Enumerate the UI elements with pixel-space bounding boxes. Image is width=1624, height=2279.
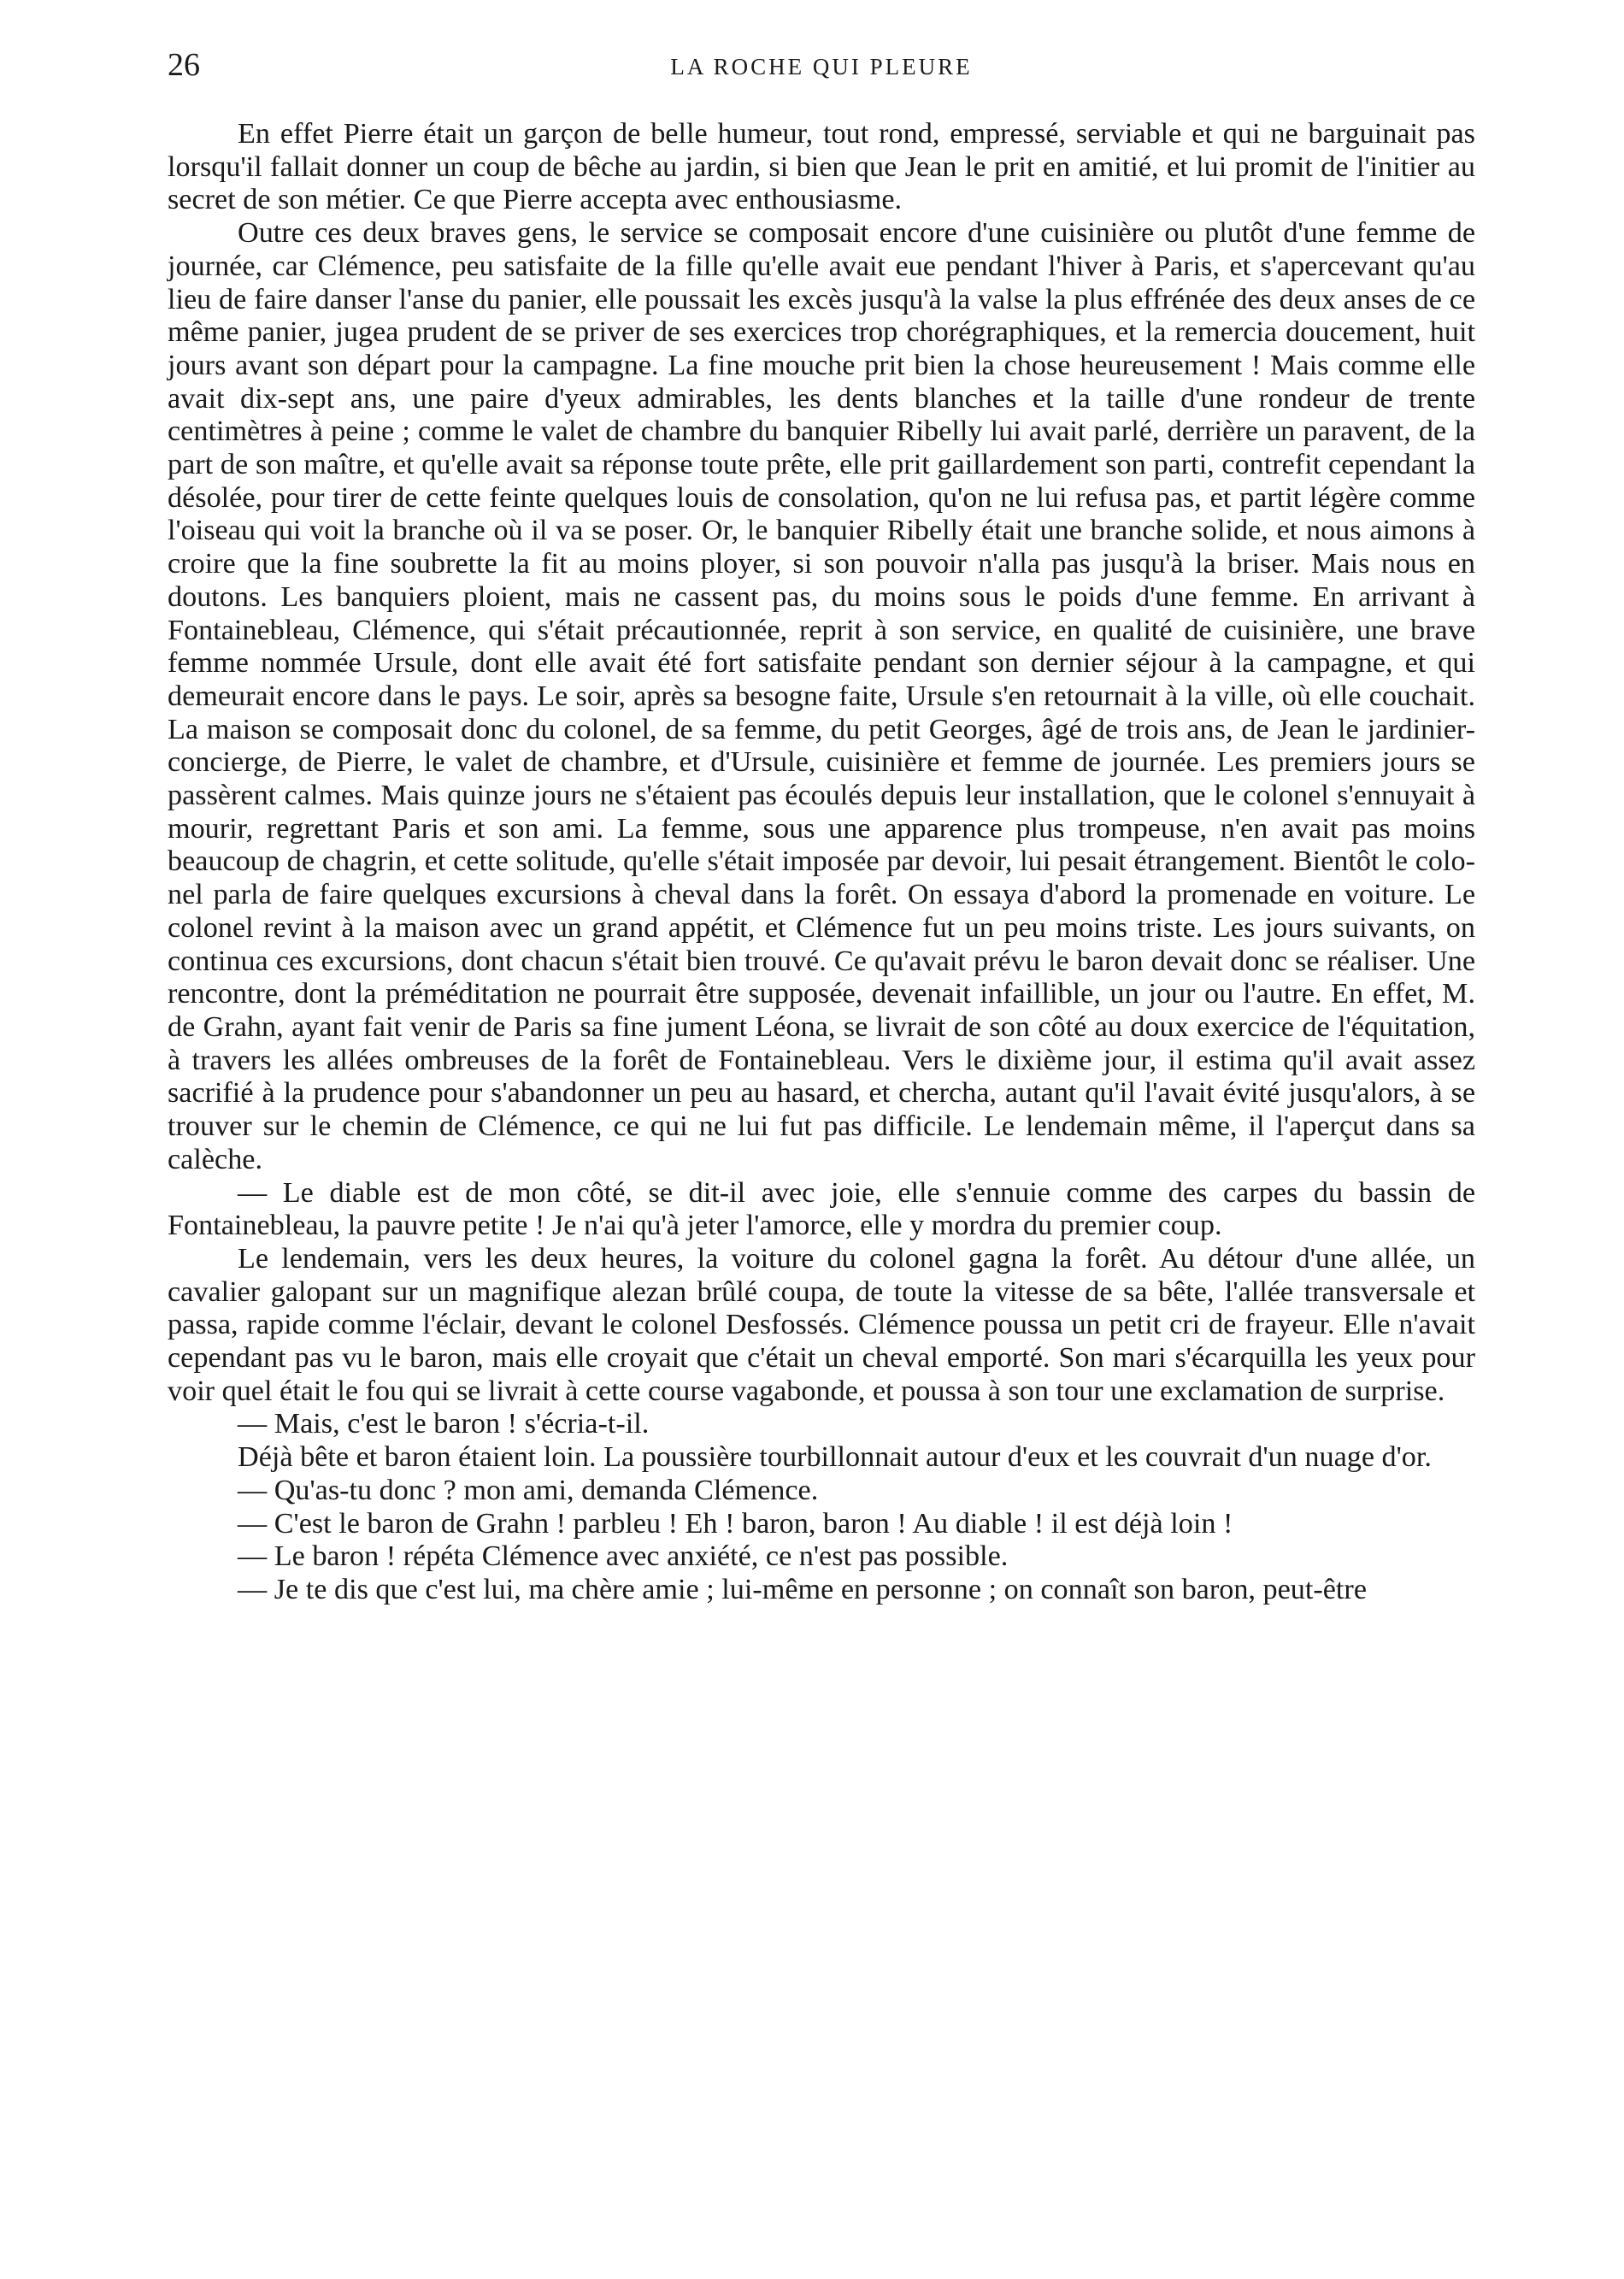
paragraph: En effet Pierre était un garçon de belle humeur, tout rond, empressé, serviable et qui ne barguinait pas lorsqu'il fallait donner un coup de bêche au jardin, si bien que Jean le prit en amitié, et lui promit de l'initier au secret de son métier. Ce que Pierre accepta avec enthousiasme. [168, 118, 1475, 216]
paragraph: Outre ces deux braves gens, le service se composait encore d'une cuisinière ou plutôt d'une femme de journée, car Clémence, peu satisfaite de la fille qu'elle avait eue pendant l'hiver à Paris, et s'apercevant qu'au lieu de faire danser l'anse du panier, elle poussait les excès jusqu'à la valse la plus effrénée des deux anses de ce même panier, jugea prudent de se priver de ses exercices trop chorégraphiques, et la remercia doucement, huit jours avant son départ pour la campagne. La fine mouche prit bien la chose heureusement ! Mais comme elle avait dix-sept ans, une paire d'yeux admirables, les dents blanches et la taille d'une rondeur de trente centimètres à peine ; comme le valet de chambre du banquier Ribelly lui avait parlé, derrière un paravent, de la part de son maître, et qu'elle avait sa réponse toute prête, elle prit gaillardement son parti, contrefit cependant la désolée, pour tirer de cette feinte quelques louis de consolation, qu'on ne lui refusa pas, et partit légère comme l'oiseau qui voit la branche où il va se poser. Or, le banquier Ribelly était une branche solide, et nous aimons à croire que la fine soubrette la fit au moins ployer, si son pouvoir n'alla pas jusqu'à la briser. Mais nous en doutons. Les banquiers ploient, mais ne cassent pas, du moins sous le poids d'une femme. En arrivant à Fontainebleau, Clémence, qui s'était précautionnée, reprit à son service, en qualité de cuisinière, une brave femme nommée Ursule, dont elle avait été fort satisfaite pendant son dernier séjour à la campagne, et qui demeurait encore dans le pays. Le soir, après sa besogne faite, Ursule s'en retournait à la ville, où elle couchait. La maison se composait donc du colonel, de sa femme, du petit Georges, âgé de trois ans, de Jean le jardinier-concierge, de Pierre, le valet de chambre, et d'Ursule, cuisinière et femme de journée. Les premiers jours se passèrent calmes. Mais quinze jours ne s'étaient pas écoulés depuis leur installation, que le colonel s'ennuyait à mourir, regrettant Paris et son ami. La femme, sous une apparence plus trompeuse, n'en avait pas moins beaucoup de chagrin, et cette solitude, qu'elle s'était imposée par devoir, lui pesait étrangement. Bientôt le colonel parla de faire quelques excursions à cheval dans la forêt. On essaya d'abord la promenade en voiture. Le colonel revint à la maison avec un grand appétit, et Clémence fut un peu moins triste. Les jours suivants, on continua ces excursions, dont chacun s'était bien trouvé. Ce qu'avait prévu le baron devait donc se réaliser. Une rencontre, dont la préméditation ne pourrait être supposée, devenait infaillible, un jour ou l'autre. En effet, M. de Grahn, ayant fait venir de Paris sa fine jument Léona, se livrait de son côté au doux exercice de l'équitation, à travers les allées ombreuses de la forêt de Fontainebleau. Vers le dixième jour, il estima qu'il avait assez sacrifié à la prudence pour s'abandonner un peu au hasard, et chercha, autant qu'il l'avait évité jusqu'alors, à se trouver sur le chemin de Clémence, ce qui ne lui fut pas difficile. Le lendemain même, il l'aperçut dans sa calèche. [168, 217, 1475, 1175]
running-head [168, 44, 1475, 87]
page-number: 26 [168, 47, 200, 83]
paragraph: — Le baron ! répéta Clémence avec anxiété, ce n'est pas possible. [238, 1540, 1009, 1573]
paragraph: — Je te dis que c'est lui, ma chère amie ; lui-même en personne ; on connaît son baron, peut-être [238, 1573, 1367, 1605]
paragraph: — Qu'as-tu donc ? mon ami, demanda Clémence. [238, 1474, 819, 1506]
paragraph: — Le diable est de mon côté, se dit-il avec joie, elle s'ennuie comme des carpes du bassin de Fontainebleau, la pauvre petite ! Je n'ai qu'à jeter l'amorce, elle y mordra du premier coup. [168, 1176, 1475, 1242]
paragraph: Le lendemain, vers les deux heures, la voiture du colonel gagna la forêt. Au détour d'une allée, un cavalier galopant sur un magnifique alezan brûlé coupa, de toute la vitesse de sa bête, l'allée transversale et passa, rapide comme l'éclair, devant le colonel Desfossés. Clémence poussa un petit cri de frayeur. Elle n'avait cependant pas vu le baron, mais elle croyait que c'était un cheval emporté. Son mari s'écarquilla les yeux pour voir quel était le fou qui se livrait à cette course vagabonde, et poussa à son tour une exclamation de surprise. [168, 1242, 1475, 1407]
body-text [168, 118, 1475, 1607]
paragraph: — C'est le baron de Grahn ! parbleu ! Eh ! baron, baron ! Au diable ! il est déjà loin ! [238, 1507, 1233, 1540]
paragraph: — Mais, c'est le baron ! s'écria-t-il. [238, 1408, 650, 1440]
running-title: LA ROCHE QUI PLEURE [670, 54, 973, 80]
paragraph: Déjà bête et baron étaient loin. La poussière tourbillonnait autour d'eux et les couvrait d'un nuage d'or. [238, 1441, 1432, 1474]
